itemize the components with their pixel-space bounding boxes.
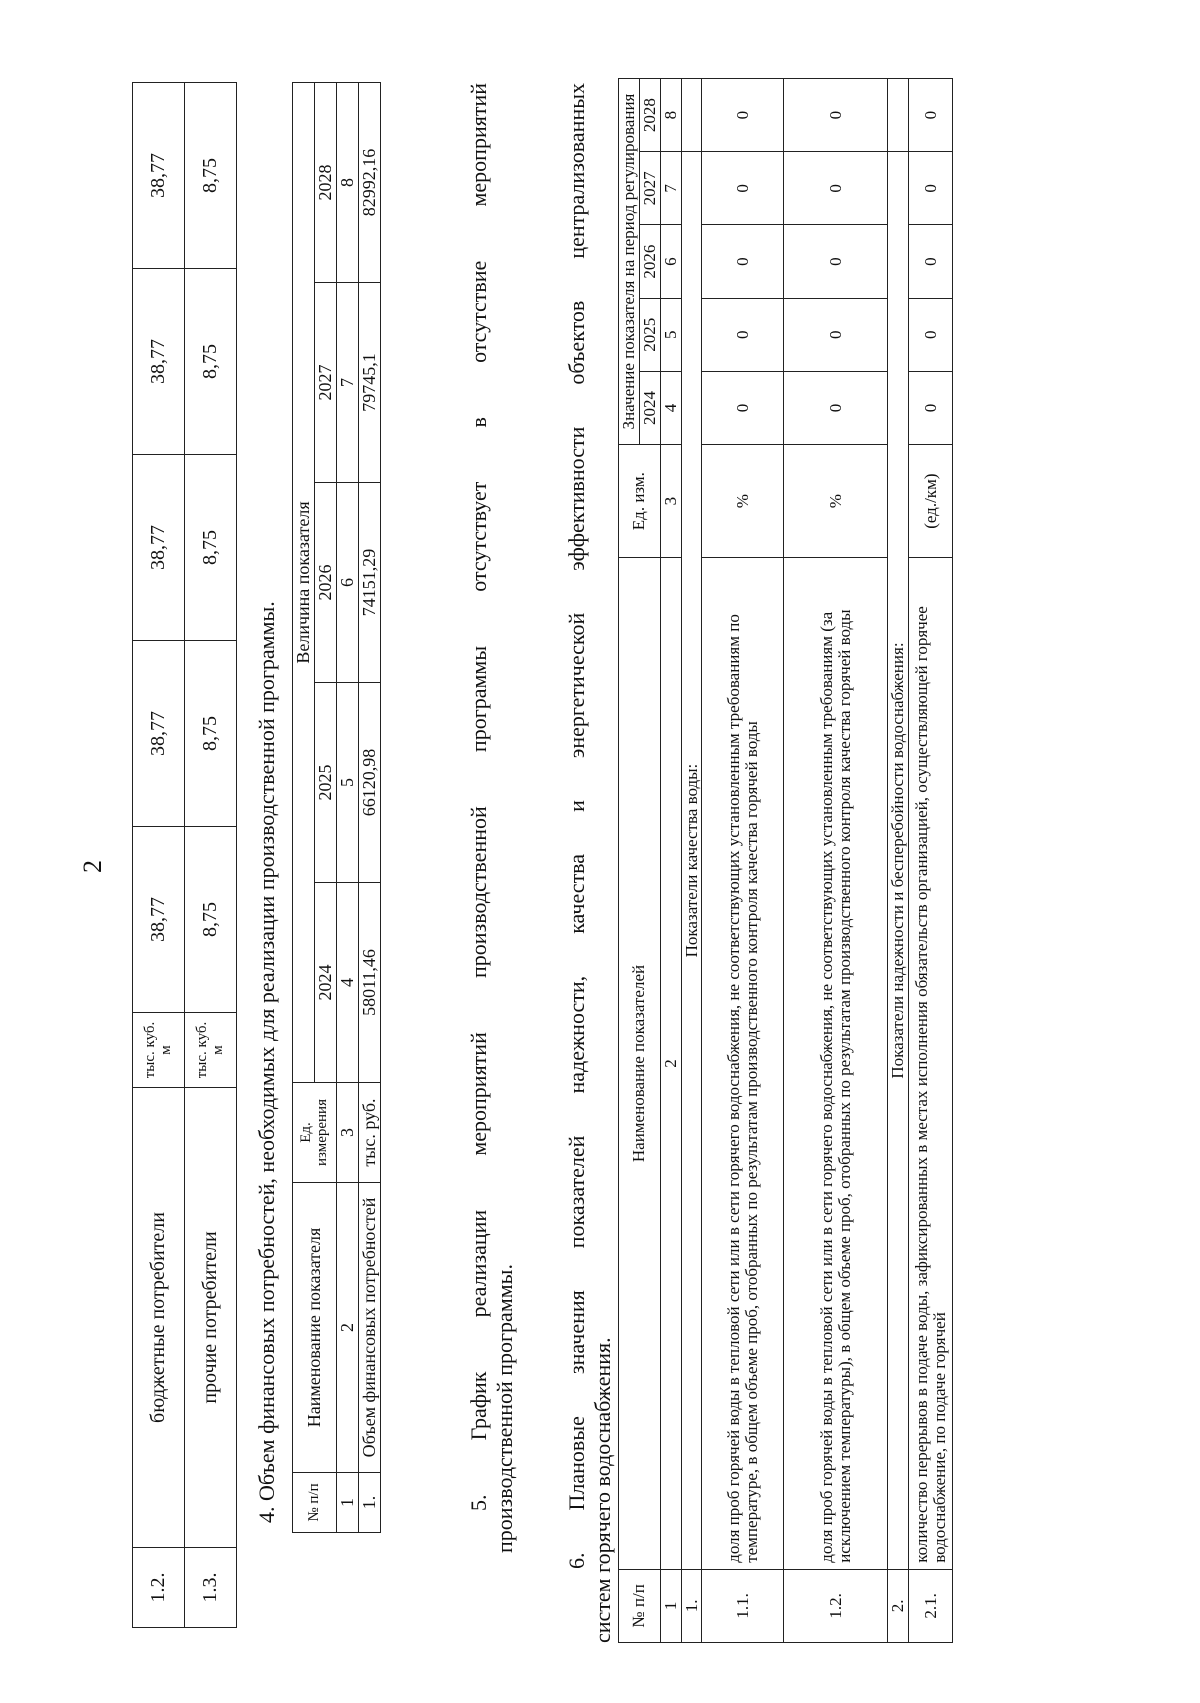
column-number: 1 xyxy=(337,1473,359,1533)
value-cell: 0 xyxy=(909,298,953,371)
value-cell: 0 xyxy=(784,298,888,371)
column-number: 1 xyxy=(660,1569,681,1642)
row-number: 1.2. xyxy=(784,1569,888,1642)
column-number: 2 xyxy=(337,1183,359,1473)
value-cell: 0 xyxy=(784,371,888,444)
section4-heading: 4. Объем финансовых потребностей, необходимых для реализации производственной программы. xyxy=(254,601,279,1523)
table-header-row xyxy=(293,82,315,1532)
unit: тыс. куб. м xyxy=(133,1013,185,1088)
value-cell: 8,75 xyxy=(185,83,237,269)
financial-needs-table xyxy=(292,82,381,1533)
group-title: Показатели качества воды: xyxy=(681,152,702,1570)
section6-paragraph xyxy=(564,83,616,1643)
value-cell: 8,75 xyxy=(185,455,237,641)
unit: тыс. куб. м xyxy=(185,1013,237,1088)
empty-cell xyxy=(681,79,702,152)
value-cell: 38,77 xyxy=(133,83,185,269)
value-cell: 74151,29 xyxy=(359,483,381,683)
value-cell: 38,77 xyxy=(133,641,185,827)
indicator-name: Объем финансовых потребностей xyxy=(359,1183,381,1473)
value-cell: 0 xyxy=(909,225,953,298)
row-number: 1.1. xyxy=(702,1569,784,1642)
table-row xyxy=(909,79,953,1643)
group-number: 1. xyxy=(681,1569,702,1642)
col-unit-header: Ед. изм. xyxy=(619,445,661,558)
value-cell: 8,75 xyxy=(185,269,237,455)
group-title: Показатели надежности и бесперебойности водоснабжения: xyxy=(888,152,909,1570)
indicator-name: доля проб горячей воды в тепловой сети или в сети горячего водоснабжения, не соответствующих установленным требованиям по температуре, в общем объеме проб, отобранных по результатам производственного контроля качества горячей воды xyxy=(702,558,784,1570)
value-cell: 0 xyxy=(784,79,888,152)
col-num-header: № п/п xyxy=(293,1473,337,1533)
value-cell: 8,75 xyxy=(185,641,237,827)
consumer-name: прочие потребители xyxy=(185,1088,237,1548)
col-value-header: Величина показателя xyxy=(293,82,315,1082)
empty-cell xyxy=(888,79,909,152)
consumer-name: бюджетные потребители xyxy=(133,1088,185,1548)
column-number: 4 xyxy=(660,371,681,444)
unit: % xyxy=(784,445,888,558)
unit: % xyxy=(702,445,784,558)
section5-line-2: производственной программы. xyxy=(492,1264,517,1553)
value-cell: 0 xyxy=(784,225,888,298)
col-num-header: № п/п xyxy=(619,1569,661,1642)
value-cell: 0 xyxy=(909,371,953,444)
row-number: 1.2. xyxy=(133,1548,185,1628)
year-header: 2025 xyxy=(315,683,337,883)
value-cell: 0 xyxy=(909,79,953,152)
table-row xyxy=(784,79,888,1643)
indicators-table xyxy=(618,78,953,1643)
table-header-row xyxy=(619,79,640,1643)
column-number: 8 xyxy=(337,82,359,282)
column-number: 5 xyxy=(660,298,681,371)
value-cell: 0 xyxy=(702,79,784,152)
year-header: 2028 xyxy=(639,79,660,152)
value-cell: 0 xyxy=(702,152,784,225)
column-number: 3 xyxy=(337,1083,359,1183)
col-name-header: Наименование показателей xyxy=(619,558,661,1570)
unit: (ед./км) xyxy=(909,445,953,558)
value-cell: 8,75 xyxy=(185,827,237,1013)
indicator-name: количество перерывов в подаче воды, зафиксированных в местах исполнения обязательств организацией, осуществляющей горячее водоснабжение, по подаче горячей xyxy=(909,558,953,1570)
value-cell: 38,77 xyxy=(133,827,185,1013)
value-cell: 0 xyxy=(702,298,784,371)
year-header: 2026 xyxy=(639,225,660,298)
column-number: 7 xyxy=(660,152,681,225)
page-number: 2 xyxy=(78,860,107,873)
value-cell: 38,77 xyxy=(133,455,185,641)
section5-line-1: 5. График реализации мероприятий производственной программы отсутствует в отсутствие мероприятий xyxy=(466,83,491,1511)
value-cell: 0 xyxy=(784,152,888,225)
year-header: 2025 xyxy=(639,298,660,371)
column-number: 5 xyxy=(337,683,359,883)
column-number: 2 xyxy=(660,558,681,1570)
year-header: 2027 xyxy=(315,283,337,483)
col-unit-header: Ед. измерения xyxy=(293,1083,337,1183)
unit: тыс. руб. xyxy=(359,1083,381,1183)
year-header: 2026 xyxy=(315,483,337,683)
table-row xyxy=(702,79,784,1643)
column-number: 3 xyxy=(660,445,681,558)
year-header: 2028 xyxy=(315,82,337,282)
column-number: 6 xyxy=(660,225,681,298)
column-number: 4 xyxy=(337,883,359,1083)
section6-line-2: систем горячего водоснабжения. xyxy=(590,1337,615,1643)
value-cell: 0 xyxy=(909,152,953,225)
group-row xyxy=(888,79,909,1643)
col-name-header: Наименование показателя xyxy=(293,1183,337,1473)
indicator-name: доля проб горячей воды в тепловой сети или в сети горячего водоснабжения, не соответствующих установленным требованиям (за исключением температуры), в общем объеме проб, отобранных по результатам производственного контроля качества горячей воды xyxy=(784,558,888,1570)
value-cell: 38,77 xyxy=(133,269,185,455)
section5-paragraph xyxy=(466,83,518,1553)
table-row xyxy=(133,83,185,1628)
group-row xyxy=(681,79,702,1643)
group-number: 2. xyxy=(888,1569,909,1642)
year-header: 2024 xyxy=(315,883,337,1083)
year-header: 2024 xyxy=(639,371,660,444)
value-cell: 82992,16 xyxy=(359,82,381,282)
column-number: 7 xyxy=(337,283,359,483)
column-number: 8 xyxy=(660,79,681,152)
value-cell: 79745,1 xyxy=(359,283,381,483)
year-header: 2027 xyxy=(639,152,660,225)
row-number: 2.1. xyxy=(909,1569,953,1642)
column-numbers-row xyxy=(660,79,681,1643)
value-cell: 0 xyxy=(702,371,784,444)
table-row xyxy=(185,83,237,1628)
value-cell: 58011,46 xyxy=(359,883,381,1083)
value-cell: 66120,98 xyxy=(359,683,381,883)
table-row xyxy=(359,82,381,1532)
col-period-header: Значение показателя на период регулирования xyxy=(619,79,640,445)
column-number: 6 xyxy=(337,483,359,683)
value-cell: 0 xyxy=(702,225,784,298)
row-number: 1.3. xyxy=(185,1548,237,1628)
row-number: 1. xyxy=(359,1473,381,1533)
column-numbers-row xyxy=(337,82,359,1532)
consumers-table xyxy=(132,82,237,1628)
section6-line-1: 6. Плановые значения показателей надежности, качества и энергетической эффективности объектов централизованных xyxy=(564,83,589,1569)
